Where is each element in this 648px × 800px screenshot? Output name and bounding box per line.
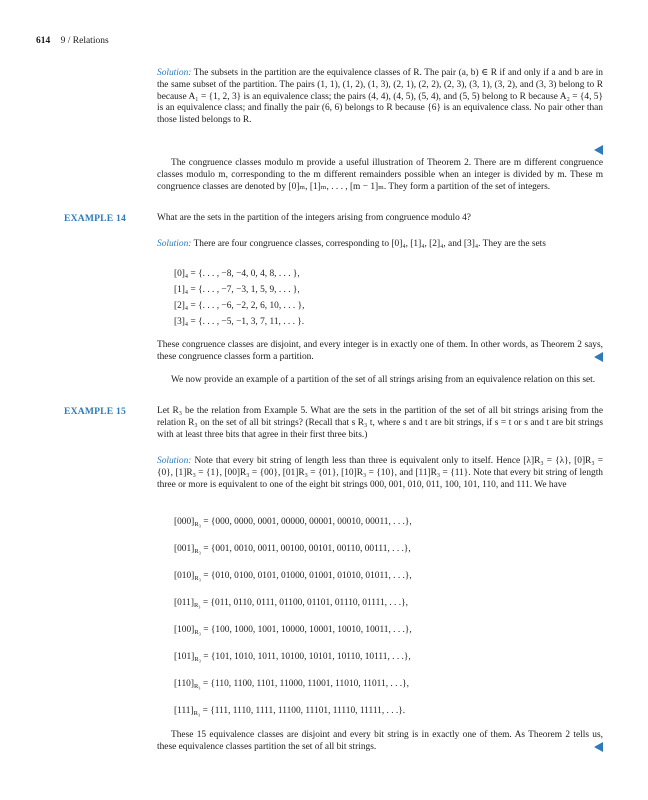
class-members: = {101, 1010, 1011, 10100, 10101, 10110, 10111, . . .}, [200,652,411,662]
bit-class-111 [174,706,405,716]
example-14-closing: These congruence classes are disjoint, and every integer is in exactly one of them. In other words, as Theorem 2 says, these congruence classes form a partition. [157,340,603,362]
class-key: [111] [174,706,194,716]
page-header [36,36,109,46]
bit-class-011 [174,598,408,608]
class-relation: R₃ [193,602,201,609]
class-key: [110] [174,679,194,689]
solution-text: Note that every bit string of length less than three is equivalent only to itself. Hence [λ]R₃ = {λ}, [0]R₃ = {0}, [1]R₃ = {1}, [00]R₃ = {00}, [01]R₃ = {01}, [10]R₃ = {10}, and [11]R₃ = {11}. Note that every bit string of length three or more is equivalent to one of the eight bit strings 000, 001, 010, 011, 100, 101, 110, and 111. We have [157,456,603,490]
class-key: [101] [174,652,195,662]
bit-class-100 [174,625,412,635]
class-relation: R₃ [194,521,201,528]
class-key: [000] [174,517,195,527]
bit-class-110 [174,679,409,689]
class-key: [100] [174,625,195,635]
example-15-question: Let R₃ be the relation from Example 5. What are the sets in the partition of the set of all bit strings arising from the relation R₃ on the set of all bit strings? (Recall that s R₃ t, where s and t are bit strings, if s = t or s and t are bit strings with at least three bits that agree in their first three bits.) [157,406,603,440]
example-15-solution [157,456,603,491]
bit-class-000 [174,517,412,527]
congruence-class-1: [1]₄ = {. . . , −7, −3, 1, 5, 9, . . . }, [174,285,300,295]
class-key: [010] [174,571,195,581]
end-of-solution-icon [594,352,603,362]
class-relation: R₃ [193,683,201,690]
end-of-solution-icon [594,742,603,752]
solution-label: Solution: [157,239,192,249]
example-15-closing: These 15 equivalence classes are disjoint and every bit string is in exactly one of them. As Theorem 2 tells us, these equivalence classes partition the set of all bit strings. [157,730,603,752]
solution-partition [157,68,603,127]
bit-class-101 [174,652,411,662]
solution-text: The subsets in the partition are the equivalence classes of R. The pair (a, b) ∈ R if and only if a and b are in the same subset of the partition. The pairs (1, 1), (1, 2), (1, 3), (2, 1), (2, 2), (2, 3), (3, 1), (3, 2), and (3, 3) belong to R because A₁ = {1, 2, 3} is an equivalence class; the pairs (4, 4), (4, 5), (5, 4), and (5, 5) belong to R because A₂ = {4, 5} is an equivalence class; and finally the pair (6, 6) belongs to R because {6} is an equivalence class. No pair other than those listed belongs to R. [157,68,603,126]
example-14-solution [157,239,603,251]
bit-class-001 [174,544,411,554]
example-14-question: What are the sets in the partition of the integers arising from congruence modulo 4? [157,213,471,223]
class-members: = {100, 1000, 1001, 10000, 10001, 10010, 10011, . . .}, [200,625,412,635]
class-relation: R₃ [193,710,201,717]
page-number: 614 [36,36,51,46]
end-of-solution-icon [594,145,603,155]
class-relation: R₃ [194,548,201,555]
solution-label: Solution: [157,456,192,466]
class-members: = {010, 0100, 0101, 01000, 01001, 01010, 01011, . . .}, [200,571,412,581]
chapter-title: 9 / Relations [60,36,109,46]
paragraph-bitstrings: We now provide an example of a partition of the set of all strings arising from an equivalence relation on this set. [171,375,596,385]
paragraph-congruence: The congruence classes modulo m provide a useful illustration of Theorem 2. There are m different congruence classes modulo m, corresponding to the m different remainders possible when an integer is divided by m. These m congruence classes are denoted by [0]ₘ, [1]ₘ, . . . , [m − 1]ₘ. They form a partition of the set of integers. [157,158,603,192]
class-members: = {000, 0000, 0001, 00000, 00001, 00010, 00011, . . .}, [200,517,412,527]
class-members: = {110, 1100, 1101, 11000, 11001, 11010, 11011, . . .}, [200,679,409,689]
class-key: [001] [174,544,195,554]
class-key: [011] [174,598,194,608]
class-relation: R₃ [194,575,201,582]
example-15-label: EXAMPLE 15 [64,406,126,417]
congruence-class-2: [2]₄ = {. . . , −6, −2, 2, 6, 10, . . . }, [174,301,305,311]
class-members: = {011, 0110, 0111, 01100, 01101, 01110, 01111, . . .}, [200,598,408,608]
bit-class-010 [174,571,412,581]
class-relation: R₃ [194,656,201,663]
congruence-class-0: [0]₄ = {. . . , −8, −4, 0, 4, 8, . . . }, [174,269,300,279]
solution-text: There are four congruence classes, corresponding to [0]₄, [1]₄, [2]₄, and [3]₄. They are the sets [193,239,546,249]
congruence-class-3: [3]₄ = {. . . , −5, −1, 3, 7, 11, . . . }. [174,317,305,327]
class-members: = {111, 1110, 1111, 11100, 11101, 11110, 11111, . . .}. [200,706,406,716]
class-relation: R₃ [194,629,201,636]
class-members: = {001, 0010, 0011, 00100, 00101, 00110, 00111, . . .}, [200,544,411,554]
example-14-label: EXAMPLE 14 [64,213,126,224]
solution-label: Solution: [157,68,192,78]
